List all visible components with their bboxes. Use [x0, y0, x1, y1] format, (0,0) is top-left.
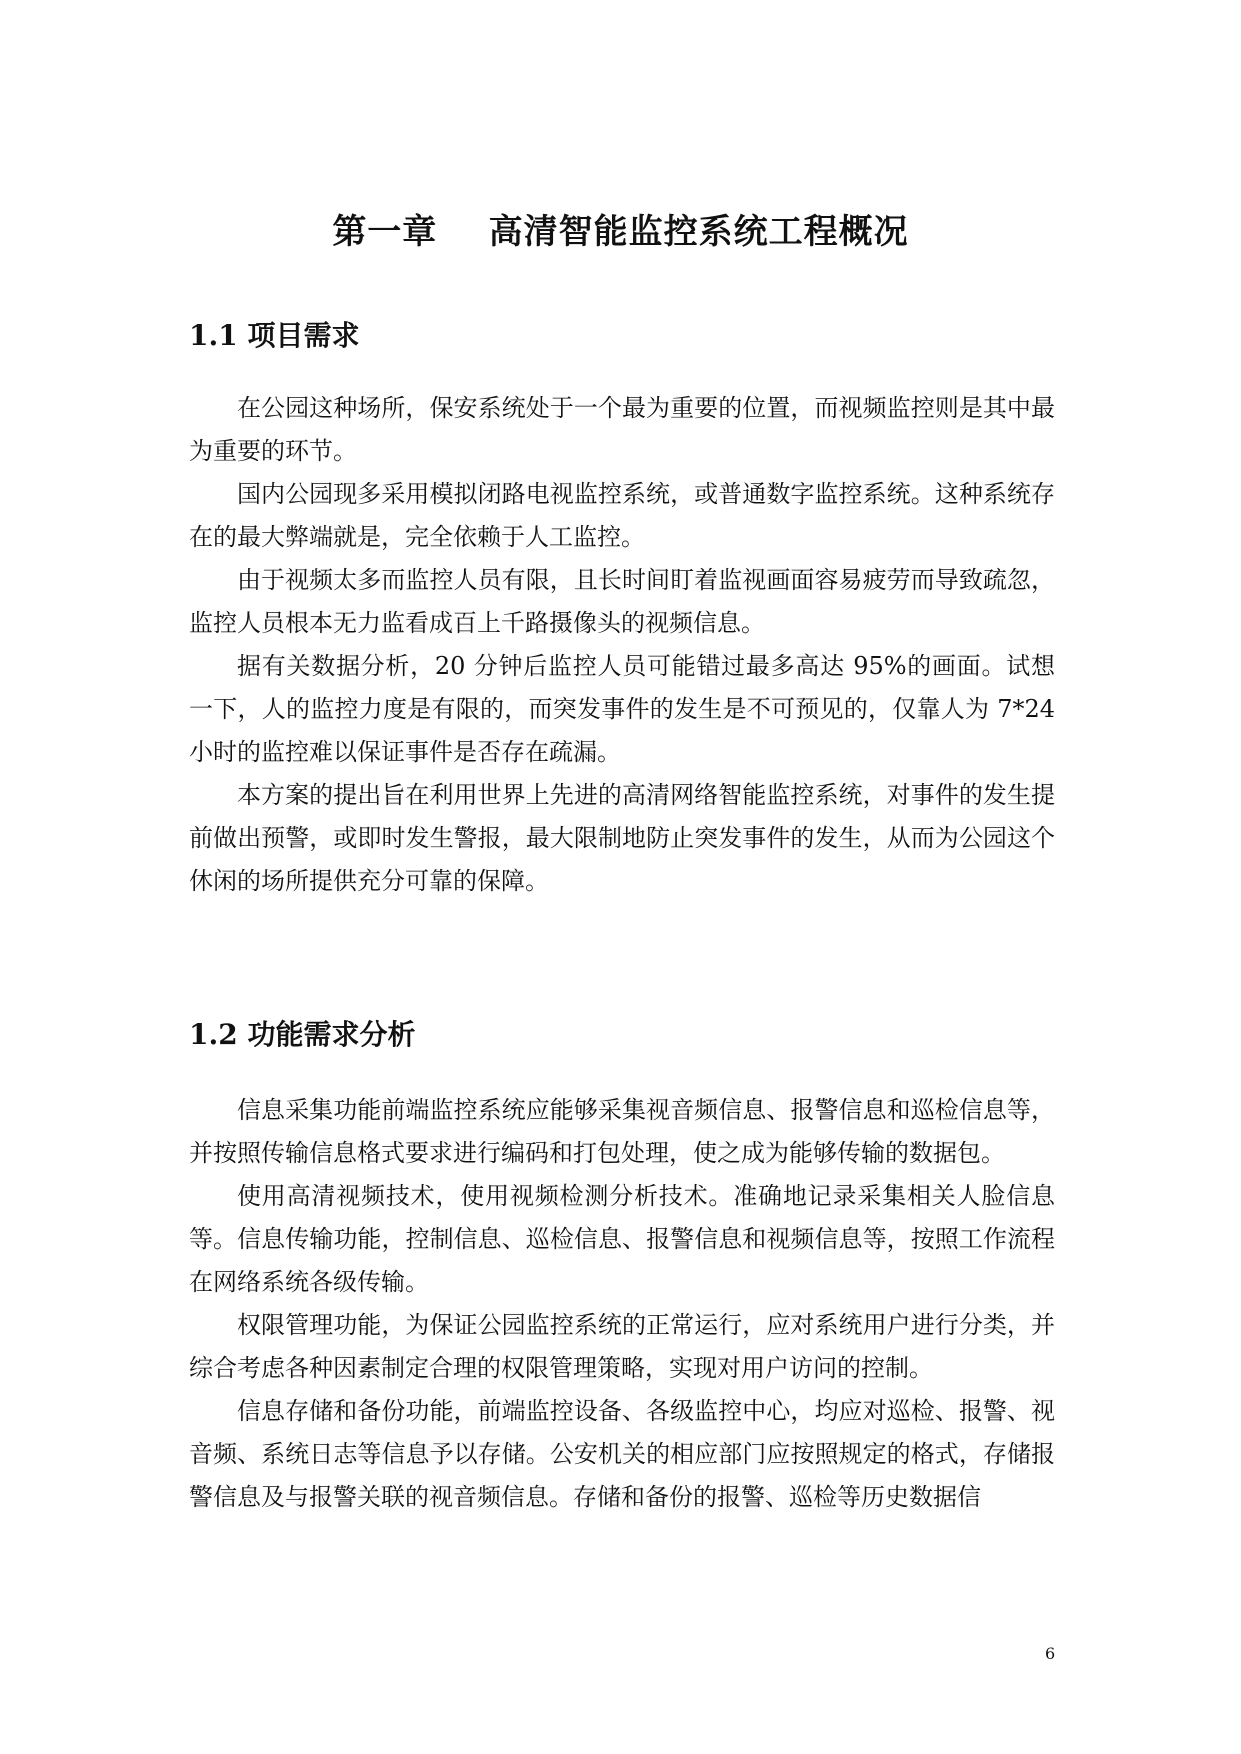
chapter-title: 第一章 高清智能监控系统工程概况	[332, 212, 909, 252]
section-1-2-body	[189, 1089, 1055, 1519]
paragraph: 据有关数据分析，20 分钟后监控人员可能错过最多高达 95%的画面。试想一下，人的监控力度是有限的，而突发事件的发生是不可预见的，仅靠人为 7*24 小时的监控难以保证事件是否存在疏漏。	[189, 652, 1055, 766]
paragraph: 信息存储和备份功能，前端监控设备、各级监控中心，均应对巡检、报警、视音频、系统日志等信息予以存储。公安机关的相应部门应按照规定的格式，存储报警信息及与报警关联的视音频信息。存储和备份的报警、巡检等历史数据信	[189, 1397, 1055, 1511]
paragraph: 信息采集功能前端监控系统应能够采集视音频信息、报警信息和巡检信息等，并按照传输信息格式要求进行编码和打包处理，使之成为能够传输的数据包。	[189, 1096, 1055, 1167]
section-1-1-body	[189, 387, 1055, 903]
section-heading-1-2: 1.2 功能需求分析	[189, 1018, 416, 1051]
paragraph: 在公园这种场所，保安系统处于一个最为重要的位置，而视频监控则是其中最为重要的环节。	[189, 394, 1055, 465]
paragraph: 使用高清视频技术，使用视频检测分析技术。准确地记录采集相关人脸信息等。信息传输功能，控制信息、巡检信息、报警信息和视频信息等，按照工作流程在网络系统各级传输。	[189, 1182, 1055, 1296]
paragraph: 权限管理功能，为保证公园监控系统的正常运行，应对系统用户进行分类，并综合考虑各种因素制定合理的权限管理策略，实现对用户访问的控制。	[189, 1311, 1055, 1382]
paragraph: 本方案的提出旨在利用世界上先进的高清网络智能监控系统，对事件的发生提前做出预警，或即时发生警报，最大限制地防止突发事件的发生，从而为公园这个休闲的场所提供充分可靠的保障。	[189, 781, 1055, 895]
page-number: 6	[1045, 1644, 1056, 1663]
paragraph: 由于视频太多而监控人员有限，且长时间盯着监视画面容易疲劳而导致疏忽，监控人员根本无力监看成百上千路摄像头的视频信息。	[189, 566, 1055, 637]
section-heading-1-1: 1.1 项目需求	[189, 319, 360, 352]
paragraph: 国内公园现多采用模拟闭路电视监控系统，或普通数字监控系统。这种系统存在的最大弊端就是，完全依赖于人工监控。	[189, 480, 1055, 551]
